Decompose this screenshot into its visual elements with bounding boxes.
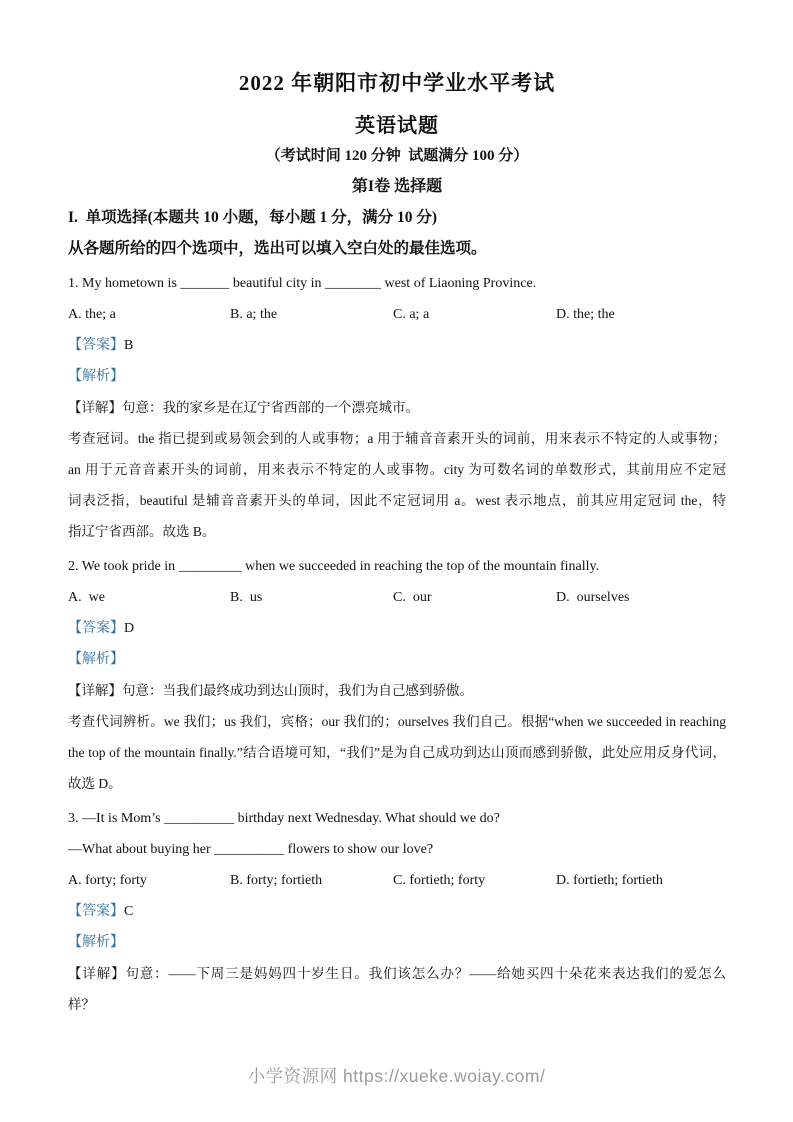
question-3-analysis-line	[68, 927, 726, 958]
document-title: 2022 年朝阳市初中学业水平考试	[238, 71, 556, 95]
explanation-line: 样？	[68, 997, 95, 1012]
analysis-label: 【解析】	[68, 369, 124, 384]
option-d: D. the; the	[556, 307, 615, 322]
answer-label: 【答案】	[68, 338, 124, 353]
explanation-line: 考查冠词。the 指已提到或易领会到的人或事物；a 用于辅音音素开头的词前，用来表示不特定的人或事物；	[68, 431, 726, 446]
question-1-options	[68, 299, 726, 330]
answer-label: 【答案】	[68, 904, 124, 919]
question-3	[68, 803, 726, 1020]
option-a: A. forty; forty	[68, 873, 147, 888]
question-3-stem: 3. —It is Mom’s __________ birthday next Wednesday. What should we do?	[68, 811, 500, 826]
explanation-line: the top of the mountain finally.”结合语境可知，“我们”是为自己成功到达山顶而感到骄傲，此处应用反身代词，	[68, 745, 726, 760]
question-1-analysis-line	[68, 361, 726, 392]
option-d: D. ourselves	[556, 590, 630, 605]
option-c: C. our	[393, 590, 432, 605]
explanation-line: 词表泛指，beautiful 是辅音音素开头的单词，因此不定冠词用 a。west 表示地点，前其应用定冠词 the，特	[68, 493, 726, 508]
option-c: C. a; a	[393, 307, 430, 322]
option-d: D. fortieth; fortieth	[556, 873, 663, 888]
option-a: A. the; a	[68, 307, 116, 322]
question-3-options	[68, 865, 726, 896]
option-a: A. we	[68, 590, 105, 605]
section-instruction: 从各题所给的四个选项中，选出可以填入空白处的最佳选项。	[68, 240, 487, 257]
question-1-stem: 1. My hometown is _______ beautiful city in ________ west of Liaoning Province.	[68, 276, 537, 291]
explanation-line: 【详解】句意：——下周三是妈妈四十岁生日。我们该怎么办？——给她买四十朵花来表达我们的爱怎么	[68, 966, 726, 981]
question-2	[68, 551, 726, 799]
section-heading: I. 单项选择(本题共 10 小题，每小题 1 分，满分 10 分)	[68, 209, 437, 226]
question-3-answer-line	[68, 896, 726, 927]
explanation-line: 【详解】句意：我的家乡是在辽宁省西部的一个漂亮城市。	[68, 400, 419, 415]
explanation-line: 指辽宁省西部。故选 B。	[68, 524, 216, 539]
question-2-answer-line	[68, 613, 726, 644]
answer-value: B	[124, 338, 134, 353]
analysis-label: 【解析】	[68, 935, 124, 950]
question-1-answer-line	[68, 330, 726, 361]
question-1	[68, 268, 726, 547]
answer-value: D	[124, 621, 135, 636]
exam-info: （考试时间 120 分钟 试题满分 100 分）	[265, 148, 529, 164]
option-b: B. a; the	[230, 307, 278, 322]
question-2-options	[68, 582, 726, 613]
question-2-analysis-line	[68, 644, 726, 675]
option-c: C. fortieth; forty	[393, 873, 486, 888]
volume-heading: 第I卷 选择题	[351, 178, 443, 195]
document-subtitle: 英语试题	[355, 115, 439, 137]
explanation-line: an 用于元音音素开头的词前，用来表示不特定的人或事物。city 为可数名词的单数形式，其前用应不定冠	[68, 462, 726, 477]
page-footer-watermark: 小学资源网 https://xueke.woiay.com/	[247, 1066, 546, 1086]
answer-label: 【答案】	[68, 621, 124, 636]
analysis-label: 【解析】	[68, 652, 124, 667]
explanation-line: 考查代词辨析。we 我们；us 我们，宾格；our 我们的；ourselves 我们自己。根据“when we succeeded in reaching	[68, 714, 726, 729]
option-b: B. forty; fortieth	[230, 873, 323, 888]
explanation-line: 故选 D。	[68, 776, 122, 791]
answer-value: C	[124, 904, 134, 919]
question-2-stem: 2. We took pride in _________ when we succeeded in reaching the top of the mountain finally.	[68, 559, 600, 574]
option-b: B. us	[230, 590, 263, 605]
explanation-line: 【详解】句意：当我们最终成功到达山顶时，我们为自己感到骄傲。	[68, 683, 473, 698]
question-3-stem-reply: —What about buying her __________ flowers to show our love?	[68, 842, 434, 857]
